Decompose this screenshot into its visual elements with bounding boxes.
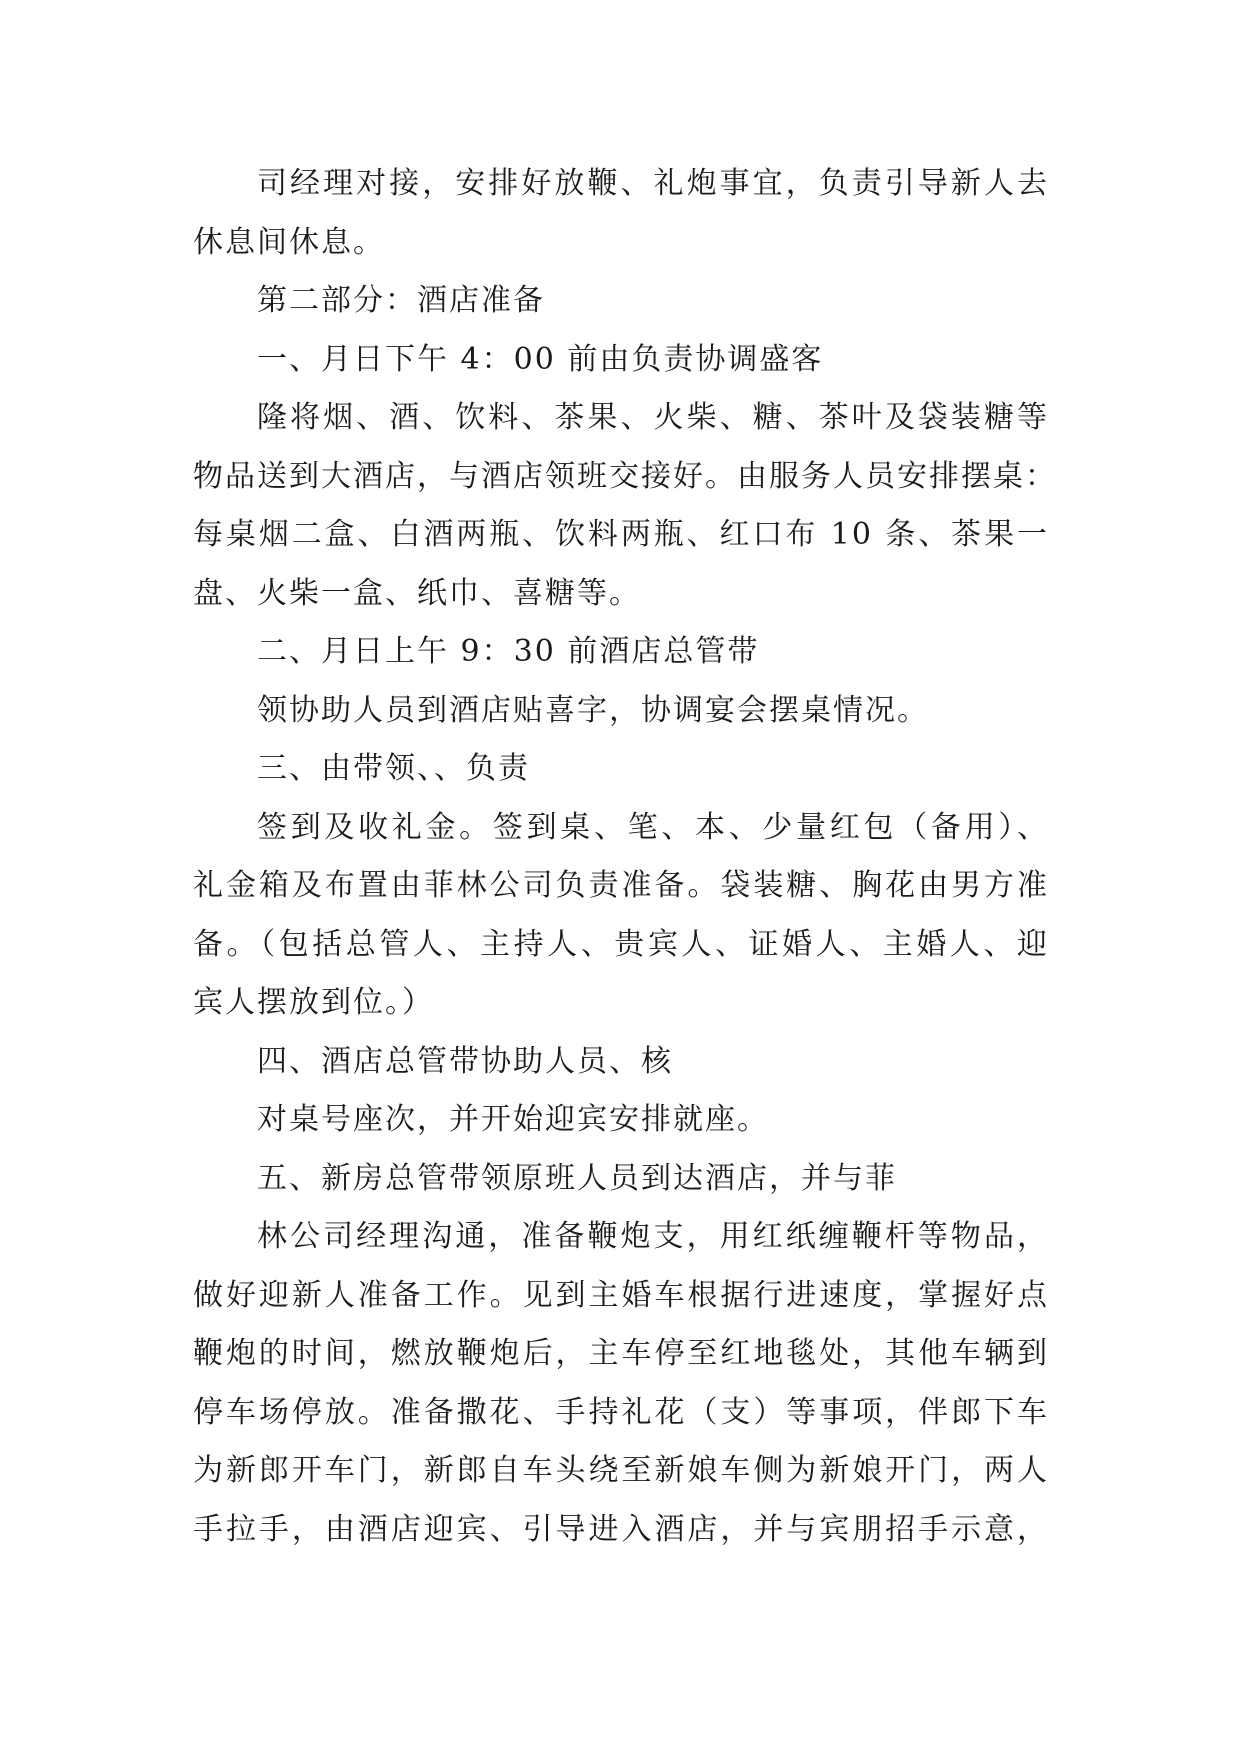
text-line: 手拉手，由酒店迎宾、引导进入酒店，并与宾朋招手示意， bbox=[193, 1511, 1049, 1547]
text-line: 鞭炮的时间，燃放鞭炮后，主车停至红地毯处，其他车辆到 bbox=[193, 1336, 1049, 1371]
text-line: 四、酒店总管带协助人员、核 bbox=[257, 1043, 673, 1079]
text-line: 礼金箱及布置由菲林公司负责准备。袋装糖、胸花由男方准 bbox=[193, 868, 1049, 903]
text-line: 司经理对接，安排好放鞭、礼炮事宜，负责引导新人去 bbox=[257, 166, 1049, 201]
text-line: 签到及收礼金。签到桌、笔、本、少量红包（备用）、 bbox=[257, 809, 1049, 845]
text-line: 每桌烟二盒、白酒两瓶、饮料两瓶、红口布 10 条、茶果一 bbox=[193, 517, 1049, 552]
text-line: 一、月日下午 4：00 前由负责协调盛客 bbox=[257, 341, 824, 377]
text-line: 备。（包括总管人、主持人、贵宾人、证婚人、主婚人、迎 bbox=[193, 926, 1049, 962]
text-line: 二、月日上午 9：30 前酒店总管带 bbox=[257, 634, 760, 669]
text-line: 为新郎开车门，新郎自车头绕至新娘车侧为新娘开门，两人 bbox=[193, 1453, 1049, 1488]
text-line: 物品送到大酒店，与酒店领班交接好。由服务人员安排摆桌： bbox=[193, 458, 1057, 494]
document-body bbox=[193, 155, 1057, 1559]
text-line: 宾人摆放到位。） bbox=[193, 985, 434, 1020]
text-line: 领协助人员到酒店贴喜字，协调宴会摆桌情况。 bbox=[257, 692, 929, 728]
text-line: 做好迎新人准备工作。见到主婚车根据行进速度，掌握好点 bbox=[193, 1277, 1049, 1313]
text-line: 林公司经理沟通，准备鞭炮支，用红纸缠鞭杆等物品， bbox=[257, 1219, 1049, 1254]
text-line: 第二部分：酒店准备 bbox=[257, 283, 545, 318]
text-line: 五、新房总管带领原班人员到达酒店，并与菲 bbox=[257, 1160, 897, 1196]
text-line: 休息间休息。 bbox=[193, 224, 385, 260]
text-line: 隆将烟、酒、饮料、茶果、火柴、糖、茶叶及袋装糖等 bbox=[257, 400, 1049, 435]
text-line: 对桌号座次，并开始迎宾安排就座。 bbox=[257, 1102, 769, 1137]
text-line: 停车场停放。准备撒花、手持礼花（支）等事项，伴郎下车 bbox=[193, 1394, 1049, 1430]
text-line: 盘、火柴一盒、纸巾、喜糖等。 bbox=[193, 575, 641, 611]
text-line: 三、由带领、、负责 bbox=[257, 751, 530, 786]
